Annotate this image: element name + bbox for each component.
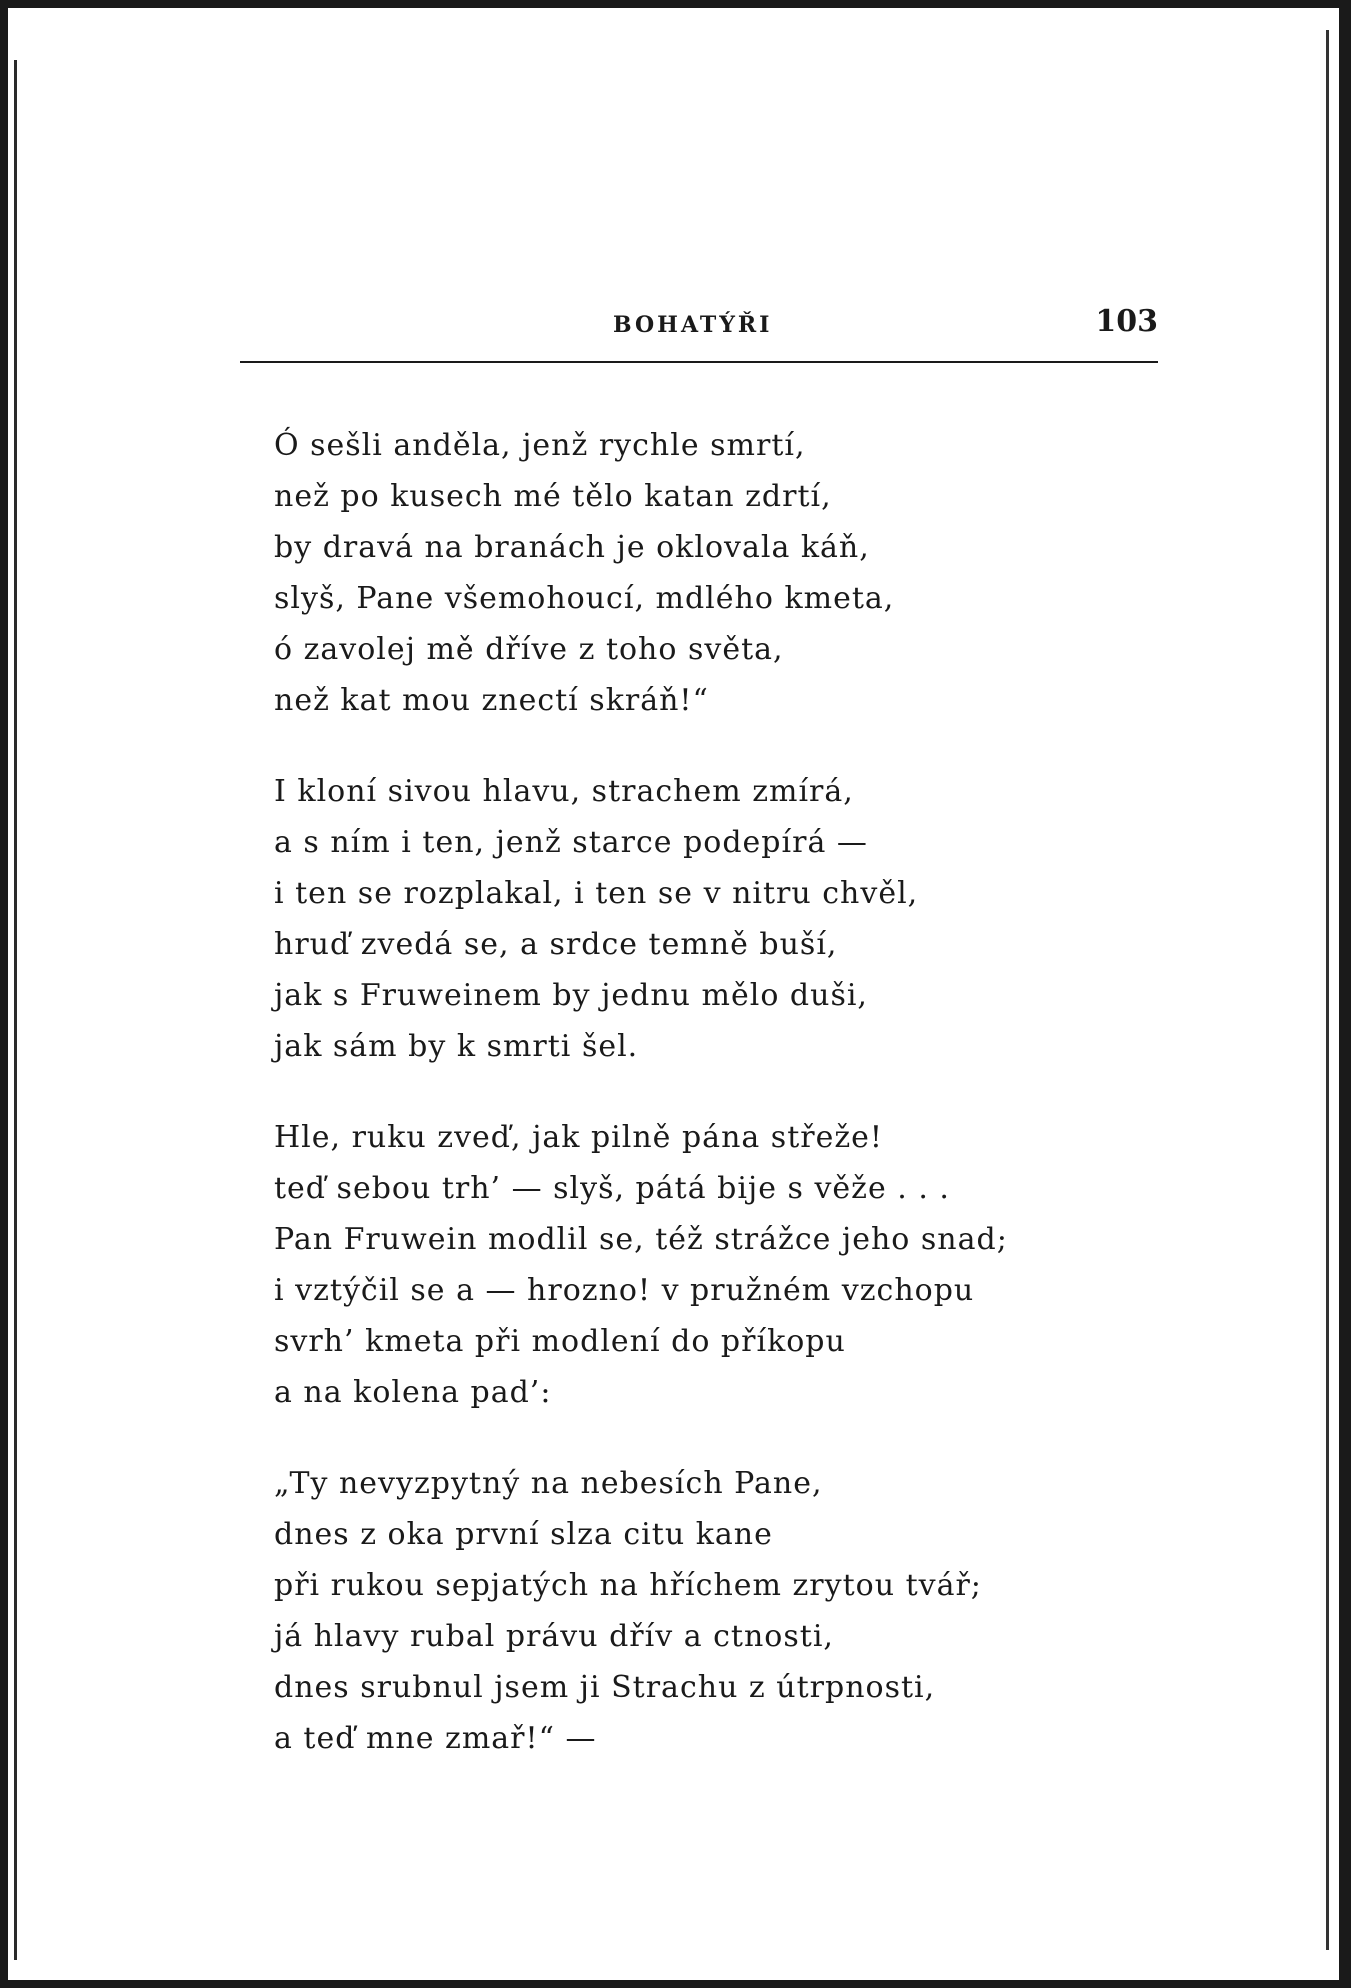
verse-line: Pan Fruwein modlil se, též strážce jeho snad; (274, 1222, 1008, 1257)
verse-line: Ó sešli anděla, jenž rychle smrtí, (274, 428, 806, 463)
verse-line: i ten se rozplakal, i ten se v nitru chvěl, (274, 876, 919, 911)
scan-edge-top (0, 0, 1351, 8)
stanza-4 (274, 1458, 1154, 1764)
verse-line: slyš, Pane všemohoucí, mdlého kmeta, (274, 581, 895, 616)
verse-line: I kloní sivou hlavu, strachem zmírá, (274, 774, 854, 809)
verse-line: než kat mou znectí skráň!“ (274, 683, 709, 718)
verse-line: i vztýčil se a — hrozno! v pružném vzchopu (274, 1273, 975, 1308)
scan-edge-right (1339, 0, 1351, 1988)
scan-gutter-line-left (14, 60, 17, 1960)
verse-line: dnes z oka první slza citu kane (274, 1517, 773, 1552)
header-rule (240, 361, 1158, 363)
verse-line: při rukou sepjatých na hříchem zrytou tvář; (274, 1568, 982, 1603)
stanza-3 (274, 1112, 1154, 1418)
scan-edge-left (0, 0, 8, 1988)
running-head (240, 300, 1158, 350)
verse-line: by dravá na branách je oklovala káň, (274, 530, 870, 565)
scan-edge-bottom (0, 1980, 1351, 1988)
verse-line: „Ty nevyzpytný na nebesích Pane, (274, 1466, 823, 1501)
running-title: BOHATÝŘI (613, 312, 773, 338)
verse-line: Hle, ruku zveď, jak pilně pána střeže! (274, 1120, 883, 1155)
scan-gutter-line-right (1326, 30, 1329, 1950)
verse-line: jak s Fruweinem by jednu mělo duši, (274, 978, 868, 1013)
page-number: 103 (1095, 304, 1158, 339)
stanza-1 (274, 420, 1154, 726)
verse-line: já hlavy rubal právu dřív a ctnosti, (274, 1619, 834, 1654)
verse-line: a na kolena pad’: (274, 1375, 552, 1410)
verse-line: a s ním i ten, jenž starce podepírá — (274, 825, 868, 860)
verse-line: dnes srubnul jsem ji Strachu z útrpnosti, (274, 1670, 936, 1705)
stanza-2 (274, 766, 1154, 1072)
verse-line: svrh’ kmeta při modlení do příkopu (274, 1324, 846, 1359)
poem-body (274, 420, 1154, 1804)
verse-line: hruď zvedá se, a srdce temně buší, (274, 927, 838, 962)
verse-line: než po kusech mé tělo katan zdrtí, (274, 479, 832, 514)
verse-line: jak sám by k smrti šel. (274, 1029, 639, 1064)
verse-line: a teď mne zmař!“ — (274, 1721, 597, 1756)
verse-line: ó zavolej mě dříve z toho světa, (274, 632, 784, 667)
verse-line: teď sebou trh’ — slyš, pátá bije s věže . . . (274, 1171, 950, 1206)
